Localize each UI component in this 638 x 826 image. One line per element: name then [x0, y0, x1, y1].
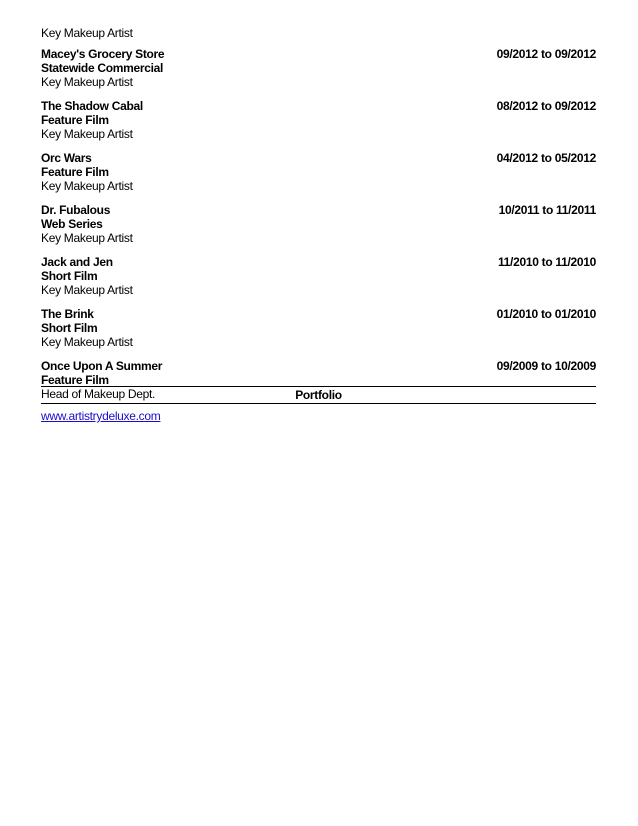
role-text: Key Makeup Artist	[41, 26, 133, 40]
entry-type: Short Film	[41, 321, 98, 335]
experience-entry	[41, 151, 596, 199]
entry-role: Key Makeup Artist	[41, 335, 133, 349]
entry-header	[41, 47, 596, 61]
entry-dates: 01/2010 to 01/2010	[496, 307, 596, 321]
entry-title: The Shadow Cabal	[41, 99, 143, 113]
entry-header	[41, 99, 596, 113]
entry-dates: 11/2010 to 11/2010	[497, 255, 596, 269]
entry-header	[41, 359, 596, 373]
entry-type: Short Film	[41, 269, 98, 283]
entry-role: Key Makeup Artist	[41, 75, 133, 89]
entry-title: Orc Wars	[41, 151, 92, 165]
portfolio-link[interactable]: www.artistrydeluxe.com	[41, 409, 161, 423]
portfolio-heading: Portfolio	[41, 386, 596, 404]
experience-entry	[41, 99, 596, 147]
entry-dates: 10/2011 to 11/2011	[498, 203, 596, 217]
entry-type: Statewide Commercial	[41, 61, 164, 75]
entry-header	[41, 255, 596, 269]
entry-role: Head of Makeup Dept.	[41, 387, 156, 401]
entry-dates: 09/2009 to 10/2009	[496, 359, 596, 373]
entry-title: Jack and Jen	[41, 255, 113, 269]
entry-title: Dr. Fubalous	[41, 203, 111, 217]
entry-header	[41, 151, 596, 165]
entry-title: Once Upon A Summer	[41, 359, 163, 373]
entry-role: Key Makeup Artist	[41, 231, 133, 245]
entry-title: The Brink	[41, 307, 94, 321]
entry-role: Key Makeup Artist	[41, 127, 133, 141]
experience-entry	[41, 255, 596, 303]
entry-type: Feature Film	[41, 165, 109, 179]
entry-type: Web Series	[41, 217, 103, 231]
entry-dates: 08/2012 to 09/2012	[496, 99, 596, 113]
experience-section	[41, 26, 596, 407]
entry-title: Macey's Grocery Store	[41, 47, 165, 61]
entry-role: Key Makeup Artist	[41, 179, 133, 193]
entry-type: Feature Film	[41, 373, 109, 387]
experience-entry	[41, 203, 596, 251]
entry-dates: 04/2012 to 05/2012	[496, 151, 596, 165]
entry-header	[41, 307, 596, 321]
entry-type: Feature Film	[41, 113, 109, 127]
entry-dates: 09/2012 to 09/2012	[496, 47, 596, 61]
experience-entry	[41, 47, 596, 95]
entry-header	[41, 203, 596, 217]
experience-entry	[41, 307, 596, 355]
entry-role: Key Makeup Artist	[41, 283, 133, 297]
